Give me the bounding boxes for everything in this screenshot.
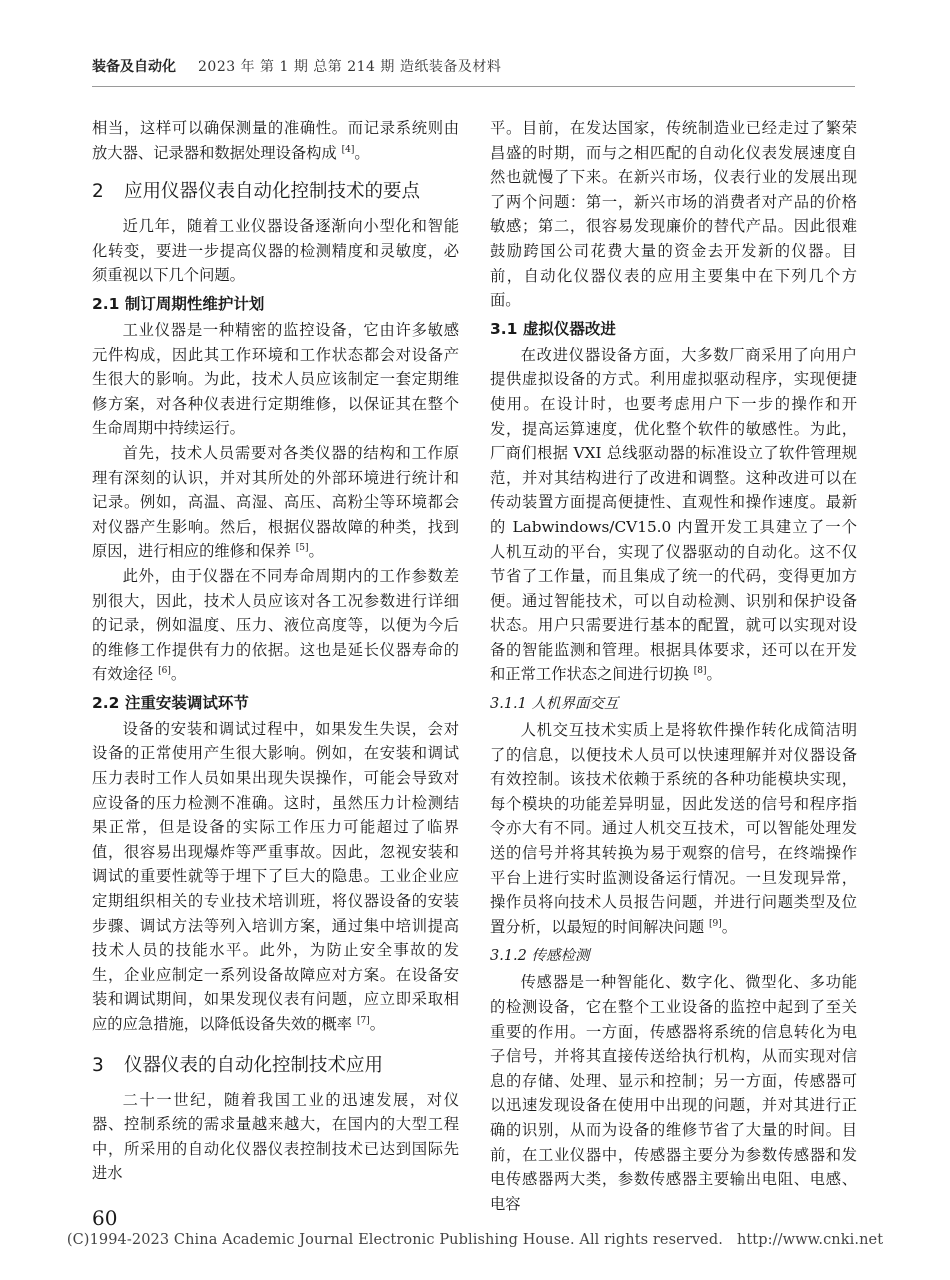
copyright-text: (C)1994-2023 China Academic Journal Electronic Publishing House. All rights reserved.: [66, 1232, 723, 1248]
paragraph: 近几年，随着工业仪器设备逐渐向小型化和智能化转变，要进一步提高仪器的检测精度和灵敏度，必须重视以下几个问题。: [92, 217, 459, 285]
paragraph: 在改进仪器设备方面，大多数厂商采用了向用户提供虚拟设备的方式。利用虚拟驱动程序，实现便捷使用。在设计时，也要考虑用户下一步的操作和开发，提高运算速度，优化整个软件的敏感性。为此，厂商们根据 VXI 总线驱动器的标准设立了软件管理规范，并对其结构进行了改进和调整。这种改进可以在传动装置方面提高便捷性、直观性和操作速度。最新的 Labwindows/CV15.0 内置开发工具建立了一个人机互动的平台，实现了仪器驱动的自动化。这不仅节省了工作量，而且集成了统一的代码，变得更加方便。通过智能技术，可以自动检测、识别和保护设备状态。用户只需要进行基本的配置，就可以实现对设备的智能监测和管理。根据具体要求，还可以在开发和正常工作状态之间进行切换 [8]。: [490, 345, 857, 684]
copyright-footer: [0, 1232, 950, 1248]
paragraph: 工业仪器是一种精密的监控设备，它由许多敏感元件构成，因此其工作环境和工作状态都会对设备产生很大的影响。为此，技术人员应该制定一套定期维修方案，对各种仪表进行定期维修，以保证其在整个生命周期中持续运行。: [92, 320, 459, 438]
subsection-heading-2-2: 2.2 注重安装调试环节: [92, 693, 249, 712]
citation[interactable]: [4]: [341, 144, 355, 155]
subsubsection-heading-3-1-2: 3.1.2 传感检测: [490, 948, 590, 965]
running-header: [92, 56, 855, 87]
subsection-heading-3-1: 3.1 虚拟仪器改进: [490, 319, 616, 338]
cnki-link[interactable]: http://www.cnki.net: [736, 1232, 884, 1248]
subsection-heading-2-1: 2.1 制订周期性维护计划: [92, 294, 265, 313]
paragraph: 相当，这样可以确保测量的准确性。而记录系统则由放大器、记录器和数据处理设备构成 [4]。: [92, 119, 459, 162]
right-column: [490, 116, 857, 1216]
citation[interactable]: [6]: [158, 666, 171, 677]
citation[interactable]: [9]: [709, 918, 722, 929]
paragraph: 人机交互技术实质上是将软件操作转化成简洁明了的信息，以便技术人员可以快速理解并对仪器设备有效控制。该技术依赖于系统的各种功能模块实现，每个模块的功能差异明显，因此发送的信号和程序指令亦大有不同。通过人机交互技术，可以智能处理发送的信号并将其转换为易于观察的信号，在终端操作平台上进行实时监测设备运行情况。一旦发现异常，操作员将向技术人员报告问题，并进行问题类型及位置分析，以最短的时间解决问题 [9]。: [490, 721, 857, 936]
left-column: [92, 116, 459, 1186]
paragraph: 此外，由于仪器在不同寿命周期内的工作参数差别很大，因此，技术人员应该对各工况参数进行详细的记录，例如温度、压力、液位高度等，以便为今后的维修工作提供有力的依据。这也是延长仪器寿命的有效途径 [6]。: [92, 566, 459, 684]
citation[interactable]: [8]: [693, 666, 707, 677]
paragraph: 传感器是一种智能化、数字化、微型化、多功能的检测设备，它在整个工业设备的监控中起到了至关重要的作用。一方面，传感器将系统的信息转化为电子信号，并将其直接传送给执行机构，从而实现对信息的存储、处理、显示和控制；另一方面，传感器可以迅速发现设备在使用中出现的问题，并对其进行正确的识别，从而为设备的维修节省了大量的时间。目前，在工业仪器中，传感器主要分为参数传感器和发电传感器两大类，参数传感器主要输出电阻、电感、电容: [490, 973, 857, 1213]
citation[interactable]: [7]: [356, 1015, 370, 1026]
journal-section-name: 装备及自动化: [92, 59, 176, 75]
paragraph: 平。目前，在发达国家，传统制造业已经走过了繁荣昌盛的时期，而与之相匹配的自动化仪表发展速度自然也就慢了下来。在新兴市场，仪表行业的发展出现了两个问题：第一，新兴市场的消费者对产品的价格敏感；第二，很容易发现廉价的替代产品。因此很难鼓励跨国公司花费大量的资金去开发新的仪器。目前，自动化仪器仪表的应用主要集中在下列几个方面。: [490, 119, 857, 310]
paragraph: 二十一世纪，随着我国工业的迅速发展，对仪器、控制系统的需求量越来越大，在国内的大型工程中，所采用的自动化仪器仪表控制技术已达到国际先进水: [92, 1090, 459, 1183]
page-number: 60: [92, 1206, 118, 1230]
citation[interactable]: [5]: [295, 543, 309, 554]
section-heading-3: 3 仪器仪表的自动化控制技术应用: [92, 1054, 384, 1076]
paragraph: 设备的安装和调试过程中，如果发生失误，会对设备的正常使用产生很大影响。例如，在安装和调试压力表时工作人员如果出现失误操作，可能会导致对应设备的压力检测不准确。这时，虽然压力计检测结果正常，但是设备的实际工作压力可能超过了临界值，很容易出现爆炸等严重事故。因此，忽视安装和调试的重要性就等于埋下了巨大的隐患。工业企业应定期组织相关的专业技术培训班，将仪器设备的安装步骤、调试方法等列入培训方案，通过集中培训提高技术人员的技能水平。此外，为防止安全事故的发生，企业应制定一系列设备故障应对方案。在设备安装和调试期间，如果发现仪表有问题，应立即采取相应的应急措施，以降低设备失效的概率 [7]。: [92, 719, 459, 1033]
section-heading-2: 2 应用仪器仪表自动化控制技术的要点: [92, 181, 421, 203]
issue-info: 2023 年 第 1 期 总第 214 期 造纸装备及材料: [198, 59, 502, 75]
paragraph: 首先，技术人员需要对各类仪器的结构和工作原理有深刻的认识，并对其所处的外部环境进行统计和记录。例如，高温、高湿、高压、高粉尘等环境都会对仪器产生影响。然后，根据仪器故障的种类，找到原因，进行相应的维修和保养 [5]。: [92, 443, 459, 561]
subsubsection-heading-3-1-1: 3.1.1 人机界面交互: [490, 696, 619, 713]
